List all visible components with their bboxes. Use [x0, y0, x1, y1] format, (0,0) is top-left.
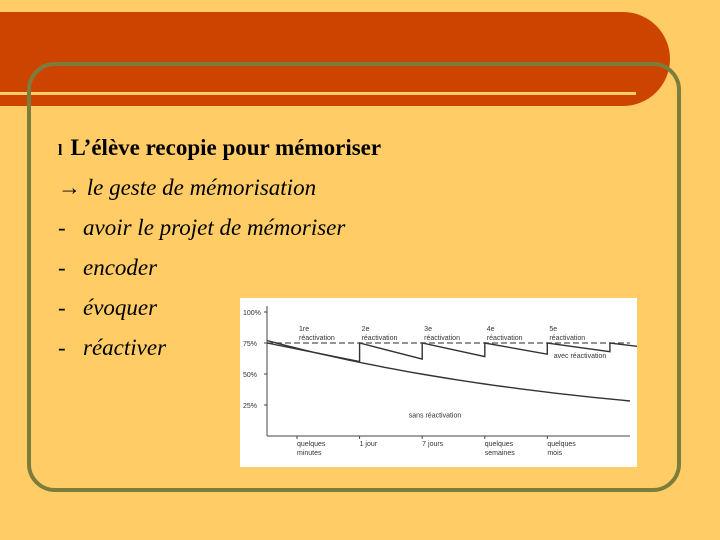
reactivation-label: 1re [299, 326, 310, 333]
x-tick-label: quelques [484, 441, 514, 448]
reactivation-label: réactivation [486, 335, 523, 342]
list-item-text: réactiver [83, 335, 167, 360]
list-item-text: avoir le projet de mémoriser [83, 215, 346, 240]
x-tick-label: 7 jours [422, 441, 444, 448]
y-tick-label: 100% [243, 310, 261, 317]
reactivation-label: 4e [486, 326, 495, 333]
series-label-avec: avec réactivation [553, 352, 607, 360]
dash-bullet: - [58, 335, 66, 360]
dash-bullet: - [58, 255, 66, 280]
arrow-icon: → [58, 175, 81, 200]
reactivation-label: réactivation [424, 335, 460, 342]
sub-heading-text: le geste de mémorisation [86, 175, 317, 200]
main-bullet-line [58, 134, 381, 165]
main-bullet-text: L’élève recopie pour mémoriser [70, 135, 382, 160]
y-tick-label: 50% [243, 372, 258, 379]
list-item-text: évoquer [83, 295, 158, 320]
series-line-sans-reactivation [267, 341, 630, 402]
memory-curve-chart [240, 298, 637, 467]
dash-bullet: - [58, 295, 66, 320]
reactivation-label: réactivation [361, 335, 398, 342]
dash-bullet: - [58, 215, 66, 240]
list-item [58, 214, 345, 242]
reactivation-label: 3e [424, 326, 432, 333]
y-tick-label: 25% [243, 403, 258, 410]
list-item-text: encoder [83, 255, 158, 280]
list-item [58, 294, 157, 322]
reactivation-label: 5e [549, 326, 558, 333]
x-tick-label: quelques [547, 441, 576, 448]
x-tick-label: semaines [484, 450, 515, 457]
x-tick-label: minutes [297, 450, 322, 457]
bullet-icon: l [58, 142, 63, 159]
y-tick-label: 75% [243, 341, 258, 348]
reactivation-label: 2e [361, 326, 370, 333]
x-tick-label: 1 jour [359, 441, 378, 448]
list-item [58, 254, 157, 282]
x-tick-label: quelques [297, 441, 326, 448]
reactivation-label: réactivation [549, 335, 586, 342]
series-label-sans: sans réactivation [408, 412, 462, 420]
reactivation-label: réactivation [299, 335, 335, 342]
x-tick-label: mois [547, 450, 563, 457]
list-item [58, 334, 166, 362]
sub-heading-line [58, 174, 316, 202]
